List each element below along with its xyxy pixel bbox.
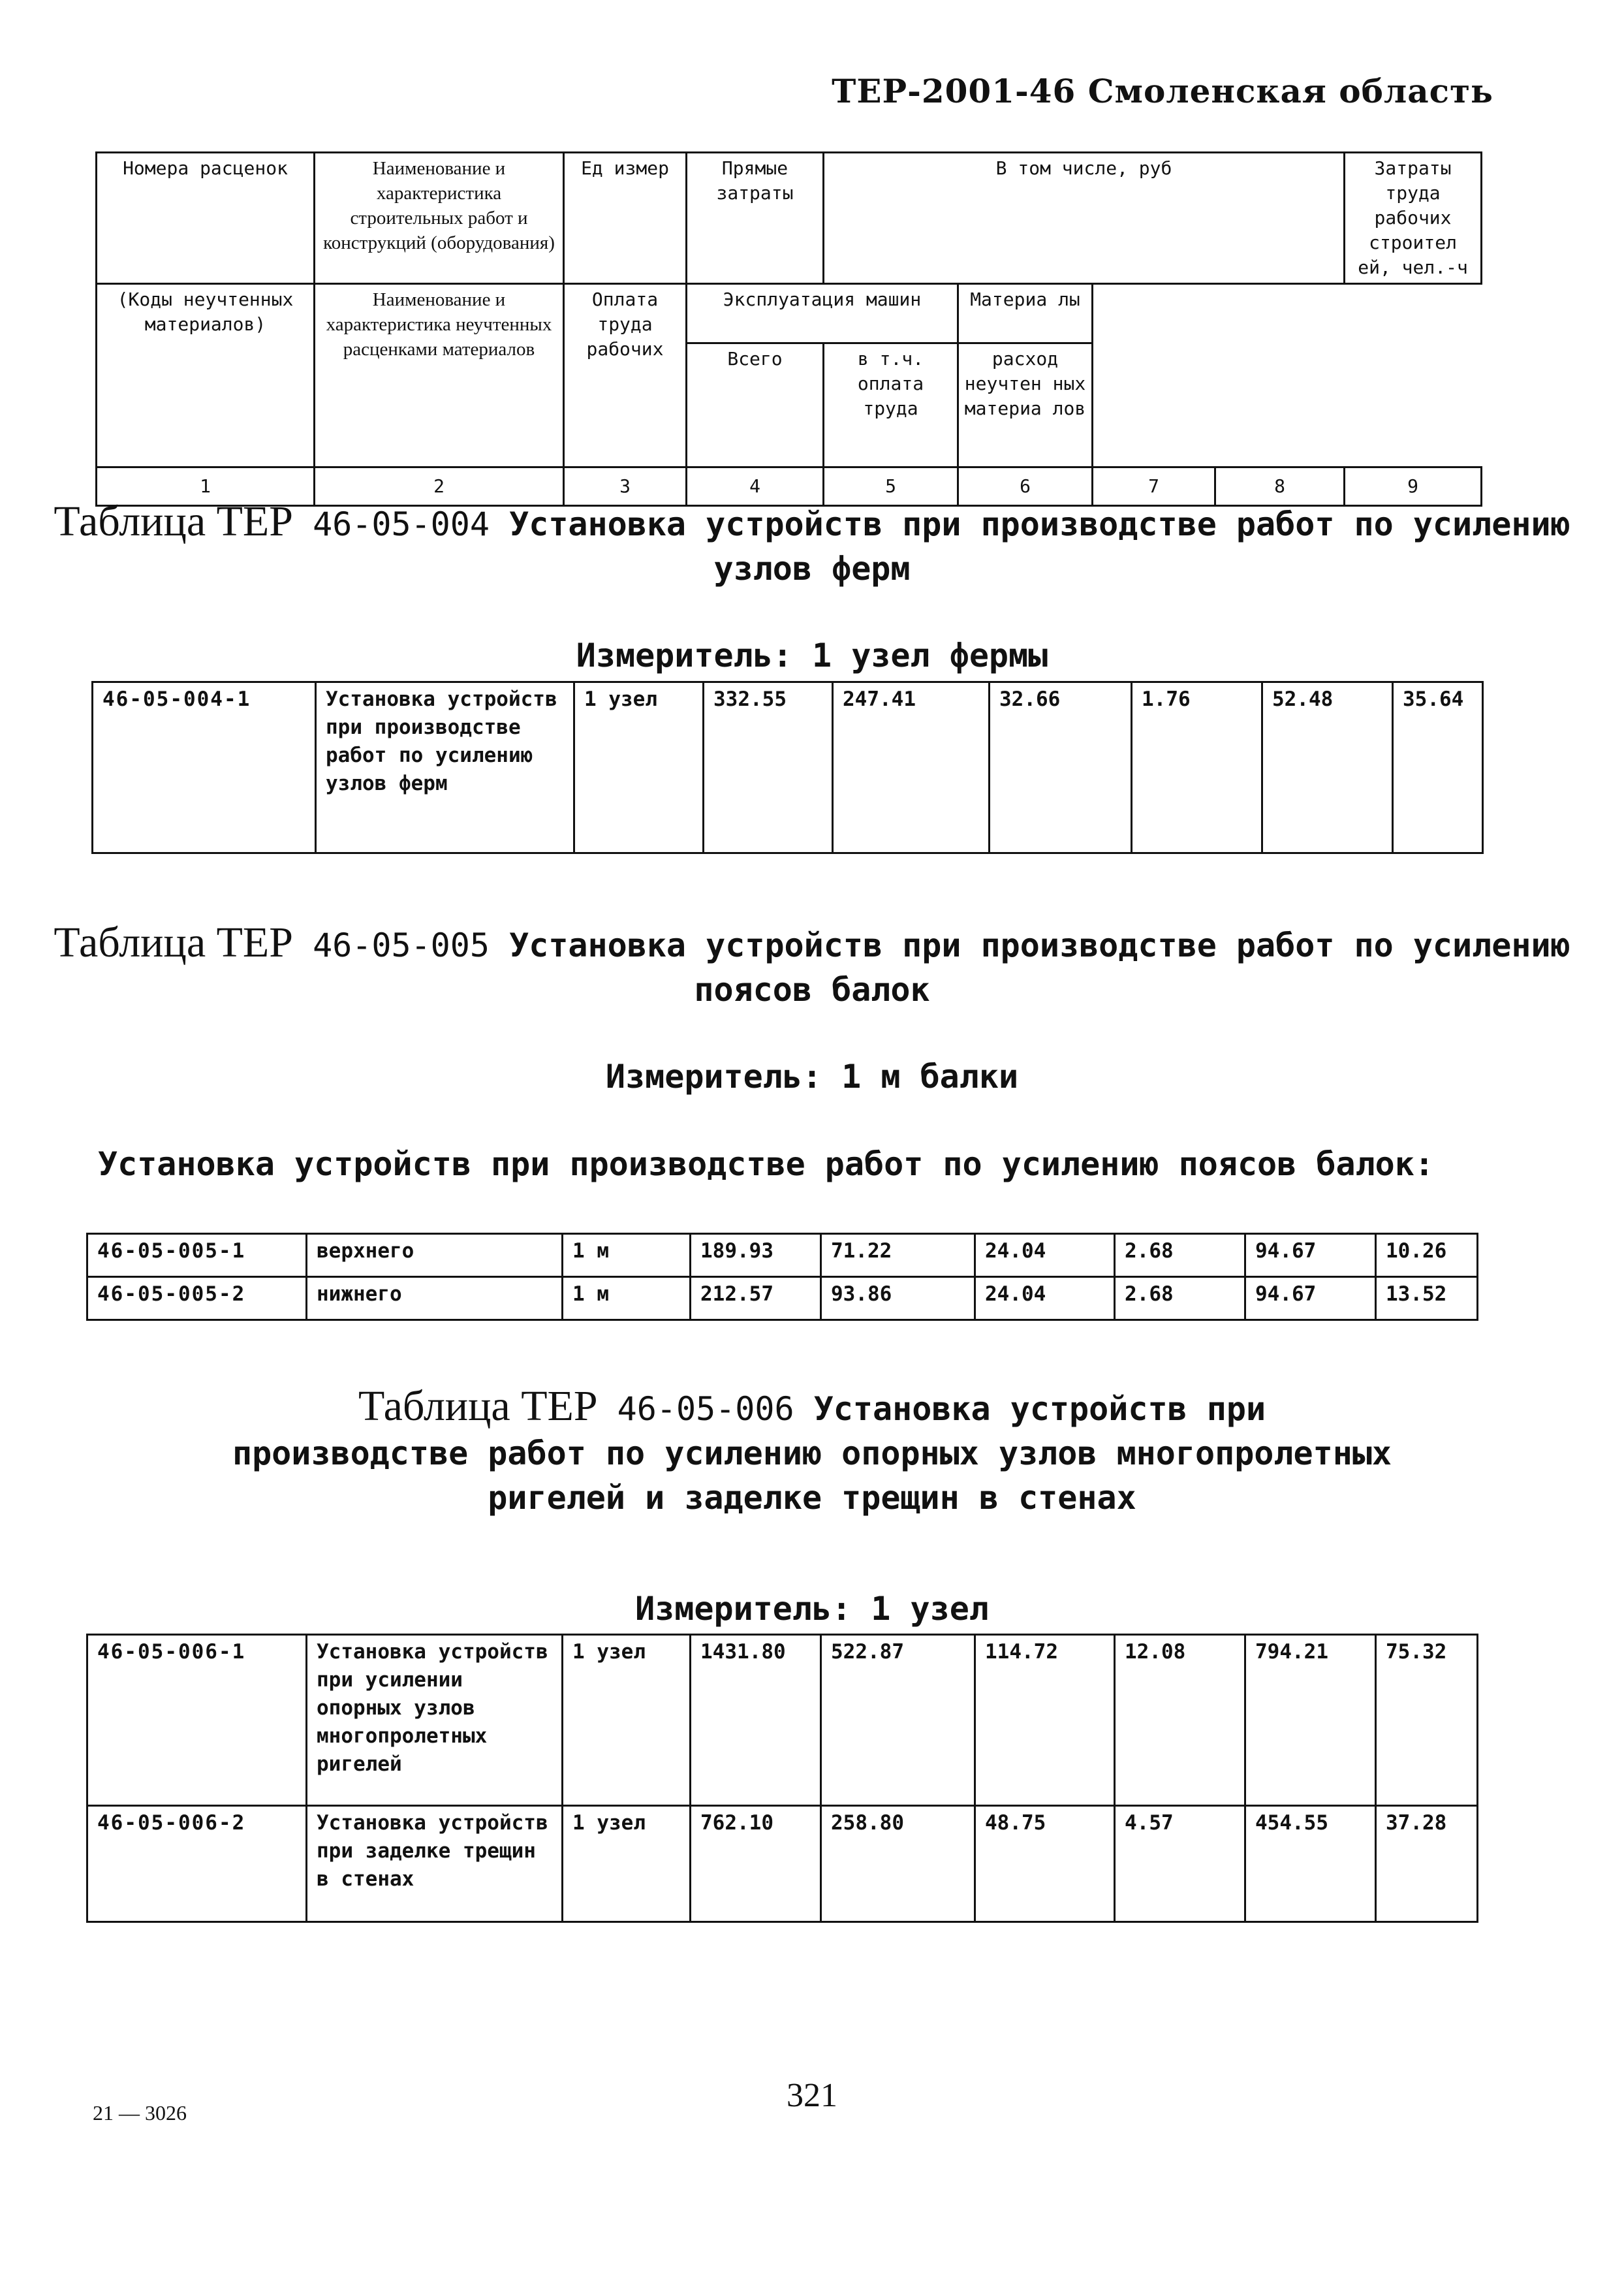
rate-machines: 114.72	[975, 1635, 1115, 1806]
rate-machine-labor: 2.68	[1115, 1277, 1245, 1320]
table-005-meter: Измеритель: 1 м балки	[605, 1058, 1019, 1096]
footer-print-code: 21 — 3026	[93, 2101, 187, 2125]
table-006	[86, 1634, 1478, 1923]
table-004-title	[0, 499, 1624, 591]
table-005-subheading: Установка устройств при производстве работ по усилению поясов балок:	[98, 1145, 1434, 1183]
table-006-title-line1	[0, 1384, 1624, 1431]
rate-machines: 24.04	[975, 1234, 1115, 1277]
table-005-code: 46-05-005	[313, 926, 490, 964]
rate-direct: 332.55	[704, 682, 833, 853]
header-num-7: 7	[1093, 467, 1215, 506]
rate-labor: 71.22	[821, 1234, 975, 1277]
rate-unit: 1 узел	[563, 1635, 691, 1806]
header-num-4: 4	[687, 467, 824, 506]
rate-machines: 32.66	[990, 682, 1132, 853]
header-materials: Материа лы	[958, 284, 1093, 343]
header-including-group: В том числе, руб	[824, 153, 1345, 284]
table-005-heading: Установка устройств при производстве работ по усилению поясов балок	[509, 926, 1570, 1009]
header-machines-total: Всего	[687, 343, 824, 467]
header-unit: Ед измер	[564, 153, 687, 284]
column-header-table	[95, 151, 1482, 507]
rate-labor: 93.86	[821, 1277, 975, 1320]
header-wages: Оплата труда рабочих	[564, 284, 687, 467]
table-row	[87, 1635, 1478, 1806]
rate-machines: 48.75	[975, 1806, 1115, 1922]
header-num-2: 2	[315, 467, 564, 506]
rate-direct: 189.93	[691, 1234, 821, 1277]
header-num-1: 1	[97, 467, 315, 506]
running-head: ТЕР-2001-46 Смоленская область	[832, 72, 1493, 110]
rate-labor: 247.41	[833, 682, 990, 853]
table-006-title	[0, 1384, 1624, 1520]
rate-code: 46-05-006-1	[87, 1635, 307, 1806]
table-006-meter: Измеритель: 1 узел	[635, 1590, 989, 1628]
rate-labor: 522.87	[821, 1635, 975, 1806]
rate-unit: 1 узел	[574, 682, 704, 853]
header-machines-group: Эксплуатация машин	[687, 284, 958, 343]
rate-unit: 1 м	[563, 1234, 691, 1277]
rate-hours: 13.52	[1376, 1277, 1478, 1320]
rate-name: Установка устройств при производстве работ по усилению узлов ферм	[316, 682, 574, 853]
rate-name: верхнего	[307, 1234, 563, 1277]
header-materials-unaccounted: расход неучтен ных материа лов	[958, 343, 1093, 467]
rate-code: 46-05-005-1	[87, 1234, 307, 1277]
table-004-code: 46-05-004	[313, 505, 490, 543]
table-005-label: Таблица ТЕР	[54, 919, 293, 966]
table-004-label: Таблица ТЕР	[54, 498, 293, 545]
rate-machine-labor: 4.57	[1115, 1806, 1245, 1922]
rate-materials: 94.67	[1245, 1234, 1376, 1277]
header-work-name: Наименование и характеристика строительных работ и конструкций (оборудования)	[315, 153, 564, 284]
header-material-names: Наименование и характеристика неучтенных расценками материалов	[315, 284, 564, 467]
rate-machine-labor: 12.08	[1115, 1635, 1245, 1806]
table-row	[87, 1234, 1478, 1277]
rate-materials: 94.67	[1245, 1277, 1376, 1320]
page-number: 321	[787, 2077, 837, 2114]
table-006-heading-1: Установка устройств при	[813, 1390, 1266, 1428]
rate-direct: 212.57	[691, 1277, 821, 1320]
table-006-label: Таблица ТЕР	[358, 1382, 598, 1430]
table-004-heading: Установка устройств при производстве работ по усилению узлов ферм	[509, 505, 1570, 588]
rate-name: Установка устройств при заделке трещин в стенах	[307, 1806, 563, 1922]
rate-materials: 794.21	[1245, 1635, 1376, 1806]
rate-direct: 762.10	[691, 1806, 821, 1922]
table-row	[87, 1806, 1478, 1922]
header-material-codes: (Коды неучтенных материалов)	[97, 284, 315, 467]
header-num-6: 6	[958, 467, 1093, 506]
rate-machine-labor: 2.68	[1115, 1234, 1245, 1277]
rate-machine-labor: 1.76	[1132, 682, 1262, 853]
rate-code: 46-05-004-1	[93, 682, 316, 853]
table-row	[87, 1277, 1478, 1320]
rate-labor: 258.80	[821, 1806, 975, 1922]
table-006-heading-2: производстве работ по усилению опорных узлов многопролетных	[232, 1434, 1392, 1472]
table-004-meter: Измеритель: 1 узел фермы	[576, 637, 1048, 674]
rate-code: 46-05-005-2	[87, 1277, 307, 1320]
rate-code: 46-05-006-2	[87, 1806, 307, 1922]
rate-hours: 35.64	[1393, 682, 1483, 853]
rate-direct: 1431.80	[691, 1635, 821, 1806]
header-num-5: 5	[824, 467, 958, 506]
table-006-heading-3: ригелей и заделке трещин в стенах	[488, 1479, 1136, 1517]
header-labor-hours: Затраты труда рабочих строител ей, чел.-ч	[1345, 153, 1482, 284]
header-num-9: 9	[1345, 467, 1482, 506]
rate-name: нижнего	[307, 1277, 563, 1320]
table-004	[91, 681, 1484, 854]
rate-materials: 454.55	[1245, 1806, 1376, 1922]
table-005-title	[0, 921, 1624, 1012]
header-rate-number: Номера расценок	[97, 153, 315, 284]
table-row	[93, 682, 1483, 853]
rate-hours: 10.26	[1376, 1234, 1478, 1277]
header-num-3: 3	[564, 467, 687, 506]
header-direct-costs: Прямые затраты	[687, 153, 824, 284]
header-machines-wages: в т.ч. оплата труда	[824, 343, 958, 467]
header-num-8: 8	[1215, 467, 1345, 506]
rate-machines: 24.04	[975, 1277, 1115, 1320]
rate-hours: 37.28	[1376, 1806, 1478, 1922]
rate-materials: 52.48	[1262, 682, 1393, 853]
rate-unit: 1 м	[563, 1277, 691, 1320]
table-006-code: 46-05-006	[617, 1390, 794, 1428]
rate-name: Установка устройств при усилении опорных узлов многопролетных ригелей	[307, 1635, 563, 1806]
table-005	[86, 1233, 1478, 1321]
rate-unit: 1 узел	[563, 1806, 691, 1922]
rate-hours: 75.32	[1376, 1635, 1478, 1806]
